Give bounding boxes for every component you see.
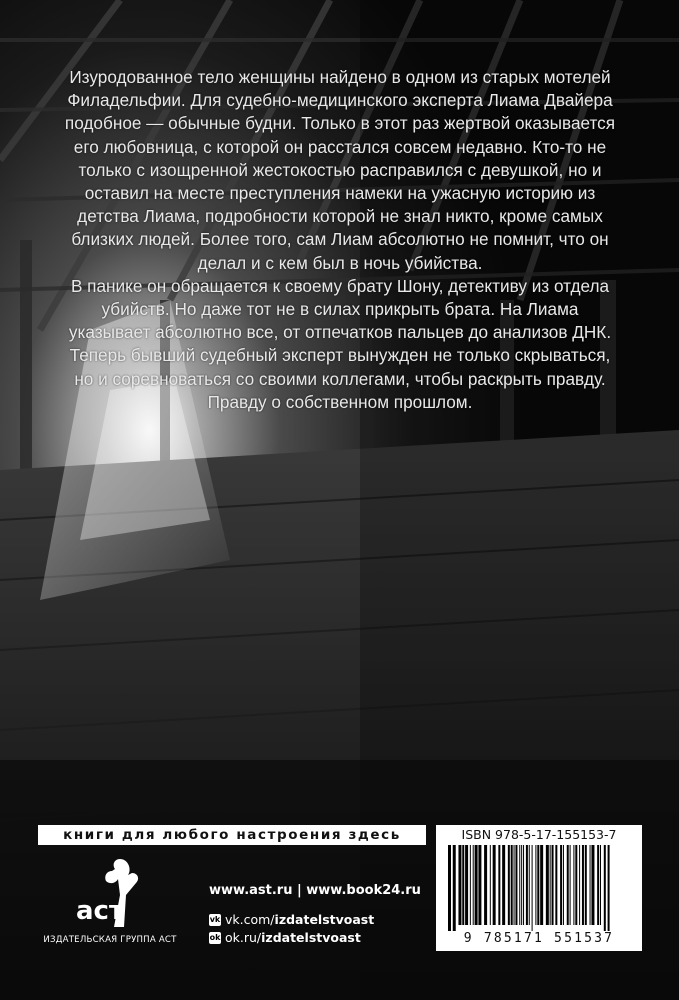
barcode-bar: [590, 845, 591, 925]
barcode-bar: [546, 845, 549, 925]
barcode-bar: [540, 845, 543, 925]
barcode-bar: [575, 845, 577, 925]
ok-handle: izdatelstvoast: [261, 930, 361, 945]
barcode-bar: [550, 845, 551, 925]
logo-text: аст: [76, 896, 125, 926]
barcode-bar: [560, 845, 562, 925]
barcode-bar: [462, 845, 464, 925]
barcode-bar: [600, 845, 601, 925]
barcode-bar: [478, 845, 481, 925]
barcode-bar: [608, 845, 610, 931]
barcode-bar: [570, 845, 571, 925]
barcode-bar: [591, 845, 594, 925]
barcode-bar: [458, 845, 461, 925]
blurb-paragraph-1: Изуродованное тело женщины найдено в одном из старых мотелей Филадельфии. Для судебно-медицинского эксперта Лиама Двайера подобное — обычные будни. Только в этот раз жертвой оказывается его любовница, с которой он расстался совсем недавно. Кто-то не только с изощренной жестокостью расправился с девушкой, но и оставил на месте преступления намеки на ужасную историю из детства Лиама, подробности которой не знал никто, кроме самых близких людей. Более того, сам Лиам абсолютно не помнит, что он делал и с кем был в ночь убийства.: [64, 67, 616, 273]
barcode-digits: 9 785171 551537: [463, 931, 615, 946]
barcode-bar: [484, 845, 487, 925]
barcode-bar: [585, 845, 587, 925]
barcode-bar: [567, 845, 569, 925]
vk-prefix: vk.com/: [225, 912, 275, 927]
barcode-bar: [498, 845, 500, 925]
barcode-bar: [515, 845, 517, 925]
ast-logo-icon: [76, 855, 146, 933]
barcode-bar: [514, 845, 515, 925]
barcode-bar: [537, 845, 539, 925]
barcode-bar: [552, 845, 554, 925]
publisher-logo-block: [30, 855, 190, 965]
barcode-bar: [529, 845, 530, 925]
isbn-number: ISBN 978-5-17-155153-7: [461, 827, 617, 842]
barcode-bar: [519, 845, 520, 925]
barcode-bar: [475, 845, 478, 925]
barcode-bar: [582, 845, 584, 925]
ok-prefix: ok.ru/: [225, 930, 262, 945]
vk-icon: vk: [209, 914, 221, 924]
barcode: [448, 845, 630, 931]
blurb-text: [60, 66, 620, 414]
barcode-bar: [521, 845, 522, 925]
barcode-bar: [508, 845, 510, 925]
barcode-bar: [604, 845, 606, 931]
barcode-bar: [493, 845, 496, 925]
barcode-bar: [573, 845, 574, 925]
barcode-bar: [535, 845, 536, 925]
barcode-bar: [490, 845, 491, 925]
barcode-bar: [473, 845, 474, 925]
barcode-bar: [597, 845, 599, 925]
barcode-bar: [470, 845, 471, 925]
websites-link[interactable]: www.ast.ru | www.book24.ru: [209, 883, 421, 898]
barcode-bar: [526, 845, 528, 925]
barcode-bar: [448, 845, 451, 931]
vk-handle: izdatelstvoast: [274, 912, 375, 927]
tagline-bar: книги для любого настроения здесь: [38, 825, 426, 845]
ok-link[interactable]: [209, 930, 361, 945]
publisher-name: ИЗДАТЕЛЬСКАЯ ГРУППА АСТ: [43, 935, 177, 945]
isbn-barcode-box: [436, 825, 642, 951]
barcode-bar: [555, 845, 557, 925]
barcode-bar: [502, 845, 505, 925]
barcode-bar: [523, 845, 524, 925]
blurb-paragraph-2: В панике он обращается к своему брату Шону, детективу из отдела убийств. Но даже тот не в силах прикрыть брата. На Лиама указывает абсолютно все, от отпечатков пальцев до анализов ДНК. Теперь бывший судебный эксперт вынужден не только скрываться, но и соревноваться со своими коллегами, чтобы раскрыть правду. Правду о собственном прошлом.: [68, 275, 612, 412]
barcode-bar: [465, 845, 468, 925]
barcode-bar: [511, 845, 513, 925]
vk-link[interactable]: [209, 912, 374, 927]
ok-icon: ok: [209, 932, 221, 942]
barcode-bar: [563, 845, 564, 925]
barcode-bar: [532, 845, 533, 931]
barcode-bar: [579, 845, 580, 925]
barcode-bar: [453, 845, 456, 931]
